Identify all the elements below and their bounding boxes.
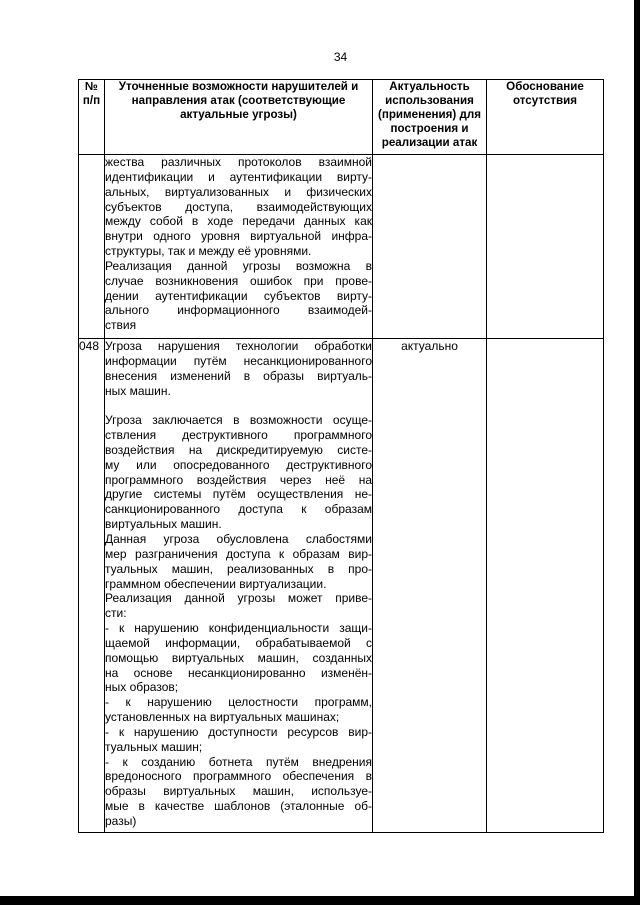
threat-text-line: образы виртуальных машин, используе- — [105, 784, 372, 799]
header-line: отсутствия — [512, 94, 578, 107]
threat-text-line: внесения изменений в образы виртуаль- — [105, 368, 372, 383]
threat-text-line: Реализация данной угрозы может приве- — [105, 591, 372, 606]
header-relevance — [373, 80, 487, 155]
threat-text-line: - к нарушению целостности программ, — [105, 695, 372, 710]
threat-text-line: сти: — [105, 606, 127, 621]
threat-text-line: му или опосредованного деструктивного — [105, 457, 372, 472]
header-line: реализации атак — [381, 136, 478, 149]
row-number-cell — [79, 339, 105, 833]
threat-text-line: внутри одного уровня виртуальной инфра- — [105, 229, 372, 244]
threat-text-line: альных, виртуализованных и физических — [105, 184, 372, 199]
justification-cell — [487, 155, 604, 339]
scan-border-bottom — [0, 896, 640, 905]
threat-text-line: установленных на виртуальных машинах; — [105, 710, 340, 725]
threat-text-line: вредоносного программного обеспечения в — [105, 769, 372, 784]
relevance-cell — [373, 339, 487, 833]
header-line: № — [85, 80, 98, 93]
header-line: Уточненные возможности нарушителей и — [118, 80, 359, 93]
header-line: Актуальность — [389, 80, 470, 93]
threat-text-line: идентификации и аутентификации вирту- — [105, 169, 372, 184]
threat-text-line: субъектов доступа, взаимодействующих — [105, 199, 372, 214]
threat-text-line: Угроза заключается в возможности осуще- — [105, 413, 372, 428]
paragraph-gap — [105, 398, 372, 413]
header-line: направления атак (соответствующие — [131, 94, 346, 107]
header-justification — [487, 80, 604, 155]
threat-text-line: граммном обеспечении виртуализации. — [105, 576, 327, 591]
threat-text-line: Данная угроза обусловлена слабостями — [105, 531, 372, 546]
page-number: 34 — [333, 50, 348, 64]
threat-text-line: ных образов; — [105, 680, 179, 695]
header-line: (применения) для — [377, 108, 481, 121]
threat-text-line: жества различных протоколов взаимной — [105, 155, 372, 169]
relevance-cell — [373, 155, 487, 339]
threat-text-line: структуры, так и между её уровнями. — [105, 244, 312, 259]
table-row — [79, 155, 604, 339]
threat-text-line: разы) — [105, 814, 137, 828]
scan-border-right — [634, 0, 640, 905]
threat-text-line: информации путём несанкционированного — [105, 353, 372, 368]
row-number: 048 — [79, 339, 100, 353]
threat-text-line: Реализация данной угрозы возможна в — [105, 258, 372, 273]
threat-text-line: между собой в ходе передачи данных как — [105, 214, 372, 229]
threat-text-line: ных машин. — [105, 383, 171, 398]
table-header-row — [79, 80, 604, 155]
threat-text-line: помощью виртуальных машин, созданных — [105, 650, 372, 665]
row-number-cell — [79, 155, 105, 339]
threat-text-line: - к созданию ботнета путём внедрения — [105, 754, 372, 769]
threat-text-line: туальных машин, реализованных в про- — [105, 561, 372, 576]
threat-text-line: ствления деструктивного программного — [105, 428, 372, 443]
header-line: Обоснование — [506, 80, 584, 93]
threat-description-cell — [105, 155, 373, 339]
threat-text-line: мер разграничения доступа к образам вир- — [105, 546, 372, 561]
threat-text-line: - к нарушению доступности ресурсов вир- — [105, 724, 372, 739]
threat-text-line: ствия — [105, 318, 137, 333]
threat-text-line: ального информационного взаимодей- — [105, 303, 372, 318]
threat-text-line: случае возникновения ошибок при прове- — [105, 273, 372, 288]
header-line: актуальные угрозы) — [180, 108, 297, 121]
threat-text-line: туальных машин; — [105, 739, 203, 754]
threat-text-line: санкционированного доступа к образам — [105, 502, 372, 517]
justification-cell — [487, 339, 604, 833]
threat-text-line: щаемой информации, обрабатываемой с — [105, 635, 372, 650]
header-line: п/п — [82, 94, 101, 107]
threat-text-line: программного воздействия через неё на — [105, 472, 372, 487]
threat-text-line: - к нарушению конфиденциальности защи- — [105, 621, 372, 636]
threat-text-line: дении аутентификации субъектов вирту- — [105, 288, 372, 303]
threat-text-line: Угроза нарушения технологии обработки — [105, 339, 372, 353]
header-line: использования — [385, 94, 474, 107]
threat-text-line: мые в качестве шаблонов (эталонные об- — [105, 799, 372, 814]
header-threat — [105, 80, 373, 155]
threat-text-line: другие системы путём осуществления не- — [105, 487, 372, 502]
relevance-value: актуально — [401, 339, 458, 353]
threats-table — [78, 79, 604, 833]
threat-description-cell — [105, 339, 373, 833]
header-line: построения и — [390, 122, 469, 135]
threat-text-line: виртуальных машин. — [105, 517, 222, 532]
threat-text-line: на основе несанкционированно изменён- — [105, 665, 372, 680]
threat-text-line: воздействия на дискредитируемую систе- — [105, 442, 372, 457]
header-number — [79, 80, 105, 155]
table-row — [79, 339, 604, 833]
